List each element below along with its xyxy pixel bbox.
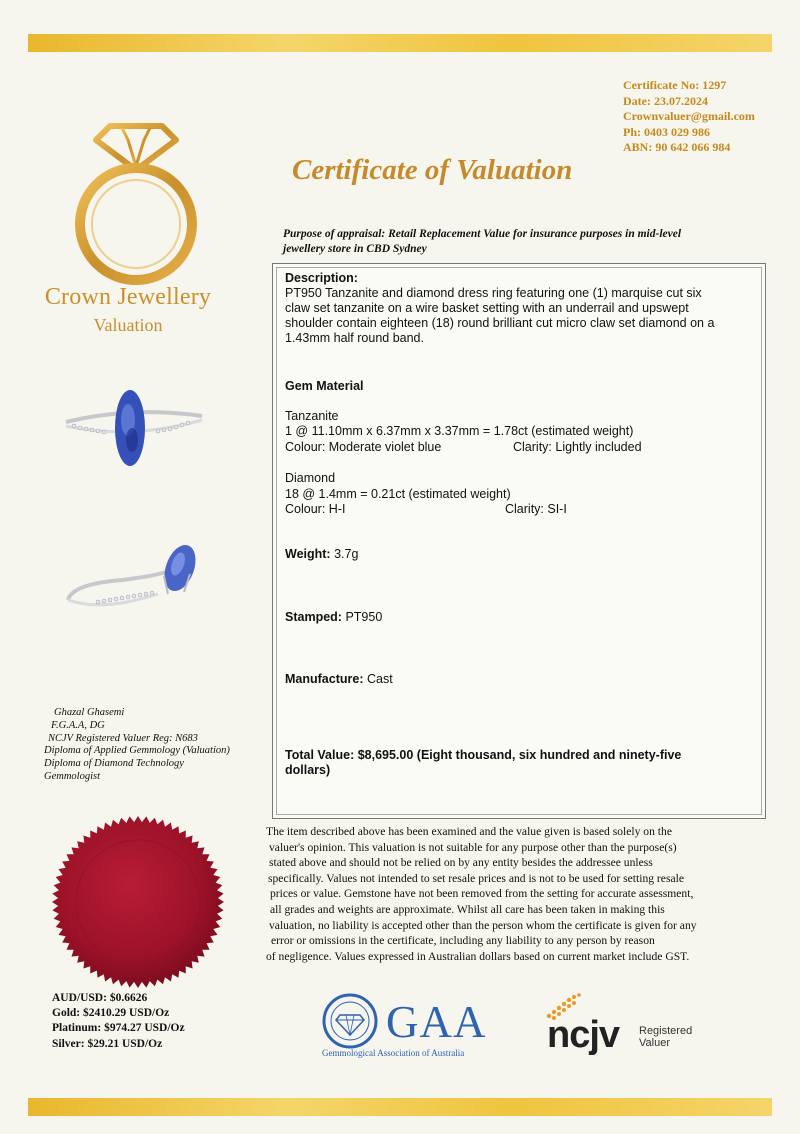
bottom-gold-bar — [28, 1098, 772, 1116]
disclaimer-line: prices or value. Gemstone have not been removed from the setting for accurate assessment, — [270, 887, 694, 901]
certificate-email: Crownvaluer@gmail.com — [623, 109, 755, 123]
aud-usd-rate: AUD/USD: $0.6626 — [52, 992, 148, 1004]
ncjv-logo — [543, 992, 723, 1062]
description-line: shoulder contain eighteen (18) round brilliant cut micro claw set diamond on a — [285, 316, 715, 330]
gold-price: Gold: $2410.29 USD/Oz — [52, 1007, 170, 1020]
ring-photo-side — [68, 541, 201, 605]
brand-name: Crown Jewellery — [44, 284, 212, 310]
ring-photos — [62, 388, 212, 638]
disclaimer-line: of negligence. Values expressed in Australian dollars based on current market include GST. — [266, 949, 690, 963]
valuer-qualifications: F.G.A.A, DG — [51, 719, 105, 731]
valuer-details — [38, 707, 230, 784]
tanzanite-name: Tanzanite — [285, 409, 339, 423]
total-value-line: dollars) — [285, 763, 331, 777]
gaa-emblem-icon — [320, 993, 380, 1049]
weight-value: 3.7g — [334, 547, 359, 561]
gem-material-heading: Gem Material — [285, 379, 364, 393]
description-body — [285, 286, 755, 346]
description-line: PT950 Tanzanite and diamond dress ring featuring one (1) marquise cut six — [285, 286, 702, 300]
diamond-colour: Colour: H-I — [285, 502, 346, 516]
ncjv-line: Valuer — [639, 1037, 670, 1049]
weight-row — [285, 547, 358, 562]
brand-subtitle: Valuation — [93, 315, 163, 335]
gaa-letters: GAA — [386, 997, 487, 1047]
valuer-diploma: Diploma of Applied Gemmology (Valuation) — [44, 745, 230, 757]
valuer-registration: NCJV Registered Valuer Reg: N683 — [48, 732, 198, 744]
manufacture-value: Cast — [366, 672, 393, 686]
tanzanite-clarity: Clarity: Lightly included — [513, 440, 642, 454]
certificate-meta — [623, 78, 755, 156]
disclaimer-line: error or omissions in the certificate, including any liability to any person by reason — [271, 934, 655, 948]
platinum-price: Platinum: $974.27 USD/Oz — [52, 1022, 185, 1035]
certificate-number: Certificate No: 1297 — [623, 78, 727, 92]
description-line: 1.43mm half round band. — [285, 331, 424, 345]
stamped-row — [285, 610, 382, 625]
tanzanite-weight: 1 @ 11.10mm x 6.37mm x 3.37mm = 1.78ct (estimated weight) — [285, 424, 634, 438]
ring-photo-front — [66, 390, 202, 466]
valuer-title: Gemmologist — [44, 770, 100, 782]
stamped-value: PT950 — [345, 610, 383, 624]
page-title: Certificate of Valuation — [292, 154, 573, 186]
disclaimer-text — [266, 824, 766, 964]
manufacture-row — [285, 672, 393, 687]
wax-seal-icon — [48, 812, 228, 992]
certificate-date: Date: 23.07.2024 — [623, 93, 708, 108]
ncjv-registered-valuer — [639, 1025, 719, 1049]
valuer-diploma: Diploma of Diamond Technology — [44, 758, 184, 770]
disclaimer-line: valuer's opinion. This valuation is not suitable for any purpose other than the purpose(s) — [269, 840, 677, 854]
purpose-of-appraisal — [283, 227, 763, 256]
purpose-line: jewellery store in CBD Sydney — [283, 242, 427, 255]
tanzanite-colour: Colour: Moderate violet blue — [285, 440, 442, 454]
stamped-label: Stamped: — [285, 610, 342, 624]
ncjv-letters: ncjv — [547, 1014, 620, 1056]
manufacture-label: Manufacture: — [285, 672, 364, 686]
diamond-clarity: Clarity: SI-I — [505, 502, 567, 516]
purpose-line: Purpose of appraisal: Retail Replacement Value for insurance purposes in mid-level — [283, 228, 682, 240]
total-value — [285, 748, 755, 778]
ncjv-line: Registered — [639, 1025, 693, 1037]
disclaimer-line: The item described above has been examined and the value given is based solely on the — [266, 825, 672, 838]
top-gold-bar — [28, 34, 772, 52]
gaa-logo — [320, 993, 510, 1063]
diamond-weight: 18 @ 1.4mm = 0.21ct (estimated weight) — [285, 487, 511, 501]
certificate-phone: Ph: 0403 029 986 — [623, 124, 710, 139]
description-box-inner-border — [276, 267, 762, 815]
description-heading: Description: — [285, 271, 358, 285]
description-line: claw set tanzanite on a wire basket setting with an underrail and upswept — [285, 301, 689, 315]
disclaimer-line: valuation, no liability is accepted other than the person whom the certificate is given for any — [269, 918, 697, 932]
gaa-caption: Gemmological Association of Australia — [322, 1048, 465, 1058]
weight-label: Weight: — [285, 547, 331, 561]
certificate-abn: ABN: 90 642 066 984 — [623, 140, 731, 154]
disclaimer-line: all grades and weights are approximate. Whilst all care has been taken in making this — [270, 902, 665, 916]
valuer-name: Ghazal Ghasemi — [54, 707, 125, 718]
disclaimer-line: stated above and should not be relied on by any entity besides the addressee unless — [269, 856, 653, 870]
diamond-name: Diamond — [285, 471, 336, 485]
disclaimer-line: specifically. Values not intended to set resale prices and is not to be used for setting resale — [268, 871, 684, 885]
silver-price: Silver: $29.21 USD/Oz — [52, 1037, 163, 1050]
metal-prices — [52, 991, 185, 1052]
total-value-line: Total Value: $8,695.00 (Eight thousand, six hundred and ninety-five — [285, 748, 682, 762]
